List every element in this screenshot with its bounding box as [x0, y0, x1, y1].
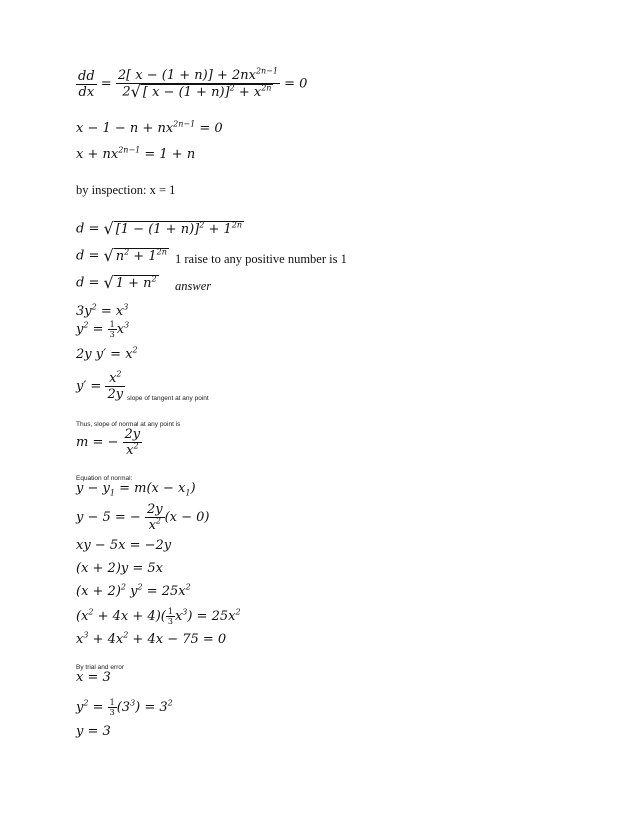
eq16-e1: 2	[120, 582, 126, 592]
point-slope-form	[76, 481, 196, 496]
eq13-a: y − 5 = −	[76, 510, 141, 525]
eq11-left: m = −	[76, 435, 119, 450]
eq10-num-exp: 2	[116, 369, 122, 379]
eq5-exp2: 2n	[156, 247, 167, 257]
rhs-den-radicand: [ x − (1 + n)]	[142, 85, 230, 100]
eq18-e1: 3	[83, 630, 89, 640]
eq5-exp1: 2	[124, 247, 130, 257]
trial-error-note: By trial and error	[76, 664, 125, 671]
eq17-c: x	[174, 609, 183, 624]
inspection-text: by inspection: x = 1	[76, 183, 176, 197]
eq8-frac-num: 1	[109, 320, 115, 329]
rhs-den-exp1: 2	[229, 83, 235, 93]
eq3-left: x + nx	[76, 147, 119, 162]
eq20-frac-num: 1	[109, 698, 115, 707]
rhs-den-coefficient: 2	[122, 84, 131, 100]
eq10-left: y′ =	[76, 379, 102, 394]
eq8-a: y	[76, 322, 84, 337]
eq16-c: = 25x	[142, 584, 186, 599]
rhs-numerator: 2[ x − (1 + n)] + 2nx	[117, 68, 256, 83]
eq20-b: =	[88, 700, 108, 715]
eq17-e1: 2	[88, 607, 94, 617]
eq6-radicand: 1 + n	[115, 276, 152, 291]
eq8-c: x	[116, 322, 125, 337]
tangent-slope-equation	[76, 371, 125, 402]
eq17-d: ) = 25x	[187, 609, 236, 624]
eq17-frac-num: 1	[167, 607, 173, 616]
eq13-den: x	[148, 518, 156, 533]
eq13-num: 2y	[146, 502, 163, 517]
eq4-exp1: 2	[199, 220, 205, 230]
eq16-e2: 2	[137, 582, 143, 592]
eq11-den-exp: 2	[133, 441, 139, 451]
eq18-c: + 4x − 75 = 0	[128, 632, 227, 647]
eq2-right: = 0	[195, 121, 223, 136]
eq3-exponent: 2n−1	[118, 145, 141, 155]
normal-line-substituted	[76, 502, 210, 533]
y-squared-solution	[76, 698, 173, 717]
eq7-b: = x	[96, 304, 124, 319]
distance-equation-1: d = √ $[1 - (1 + n)]^2 + 1^{2n}$	[76, 219, 243, 238]
eq8-e1: 2	[83, 320, 89, 330]
eq12-sub2: 1	[185, 488, 191, 498]
curve-equation-solved	[76, 320, 129, 339]
normal-line-expanded: xy − 5x = −2y	[76, 538, 172, 553]
eq20-a: y	[76, 700, 84, 715]
eq18-a: x	[76, 632, 84, 647]
eq20-frac-den: 3	[109, 708, 115, 717]
eq9-e1: 2	[132, 345, 138, 355]
simplified-equation-1	[76, 121, 223, 136]
eq16-a: (x + 2)	[76, 584, 121, 599]
eq5-radicand2: + 1	[129, 249, 157, 264]
lhs-denominator: dx	[78, 84, 95, 100]
implicit-derivative	[76, 347, 138, 362]
distance-equation-2: d = √ $n^2 + 1^{2n}$	[76, 246, 167, 265]
eq3-right: = 1 + n	[140, 147, 196, 162]
eq8-frac-den: 3	[109, 330, 115, 339]
eq20-e1: 2	[83, 698, 89, 708]
eq17-b: + 4x + 4)(	[93, 609, 166, 624]
normal-line-factored: (x + 2)y = 5x	[76, 561, 164, 576]
eq6-exp1: 2	[151, 274, 157, 284]
slope-tangent-note: slope of tangent at any point	[127, 395, 209, 402]
eq12-sub1: 1	[109, 488, 115, 498]
lhs-numerator: dd	[78, 68, 95, 84]
eq4-left: d =	[76, 221, 100, 237]
eq13-den-exp: 2	[155, 516, 161, 526]
squared-equation	[76, 584, 191, 599]
eq11-den: x	[126, 443, 134, 458]
eq10-den: 2y	[107, 387, 124, 402]
eq18-b: + 4x	[88, 632, 124, 647]
eq13-b: (x − 0)	[164, 510, 210, 525]
eq16-b: y	[126, 584, 138, 599]
eq17-a: (x	[76, 609, 89, 624]
answer-label: answer	[175, 279, 212, 293]
eq9-a: 2y y′ = x	[76, 347, 133, 362]
eq5-radicand: n	[115, 249, 125, 264]
eq17-e2: 3	[182, 607, 188, 617]
substituted-equation	[76, 607, 241, 626]
eq2-left: x − 1 − n + nx	[76, 121, 174, 136]
eq7-e2: 3	[123, 302, 129, 312]
power-note: 1 raise to any positive number is 1	[175, 252, 347, 266]
eq11-num: 2y	[124, 427, 141, 442]
eq17-e3: 2	[235, 607, 241, 617]
eq4-exp2: 2n	[231, 220, 243, 230]
eq10-num: x	[109, 371, 117, 386]
eq8-e2: 3	[124, 320, 130, 330]
eq7-a: 3y	[76, 304, 92, 319]
curve-equation	[76, 304, 128, 319]
eq8-b: =	[88, 322, 108, 337]
y-solution: y = 3	[76, 724, 111, 739]
derivative-equation: $\frac{dd}{dx}$ = 2[ $x - (1 + n)] + 2nx^{2n-1}$ 2 √ [ $x - (1 + n)]^2 + x^{2n}$ = 0	[78, 66, 308, 101]
eq20-d: ) = 3	[135, 700, 168, 715]
normal-equation-note: Equation of normal:	[76, 475, 133, 482]
eq1-tail: = 0	[284, 76, 308, 92]
normal-slope-equation	[76, 427, 142, 458]
rhs-numerator-exponent: 2n−1	[255, 66, 278, 76]
eq16-e3: 2	[185, 582, 191, 592]
eq4-radicand: [1 − (1 + n)]	[115, 222, 200, 237]
eq2-exponent: 2n−1	[173, 119, 196, 129]
x-solution: x = 3	[76, 670, 111, 685]
distance-answer-equation: d = √ $1 + n^2$	[76, 273, 157, 292]
cubic-equation	[76, 632, 226, 647]
rhs-den-radicand2: + x	[234, 85, 262, 100]
eq20-c: (3	[116, 700, 131, 715]
eq5-left: d =	[76, 248, 100, 264]
eq20-e2: 3	[130, 698, 136, 708]
eq12-c: )	[190, 481, 196, 496]
eq4-radicand2: + 1	[204, 222, 232, 237]
eq6-left: d =	[76, 275, 100, 291]
eq12-a: y − y	[76, 481, 110, 496]
rhs-den-exp2: 2n	[261, 83, 272, 93]
normal-slope-note: Thus, slope of normal at any point is	[76, 421, 181, 428]
eq7-e1: 2	[91, 302, 97, 312]
eq12-b: = m(x − x	[114, 481, 186, 496]
eq18-e2: 2	[123, 630, 129, 640]
eq17-frac-den: 3	[167, 617, 173, 626]
simplified-equation-2	[76, 147, 195, 162]
eq20-e3: 2	[167, 698, 173, 708]
